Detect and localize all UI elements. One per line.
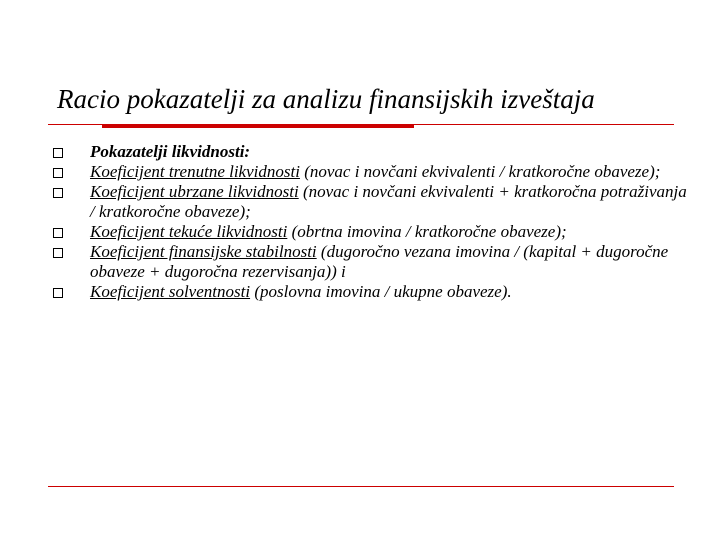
footer-rule xyxy=(48,486,674,487)
list-item xyxy=(50,222,690,242)
ratio-name: Koeficijent trenutne likvidnosti xyxy=(90,162,300,181)
ratio-name: Koeficijent tekuće likvidnosti xyxy=(90,222,288,241)
list-item xyxy=(50,282,690,302)
list-heading: Pokazatelji likvidnosti: xyxy=(90,142,251,161)
title-underline-thick xyxy=(102,124,414,128)
hollow-square-bullet-icon xyxy=(53,228,63,238)
hollow-square-bullet-icon xyxy=(53,248,63,258)
ratio-name: Koeficijent finansijske stabilnosti xyxy=(90,242,317,261)
ratio-formula: (novac i novčani ekvivalenti / kratkoročne obaveze); xyxy=(299,162,661,181)
list-item xyxy=(50,162,690,182)
list-item xyxy=(50,182,690,222)
list-item xyxy=(50,242,690,282)
ratio-formula: (novac i novčani ekvivalenti + kratkoročna potraživanja / kratkoročne obaveze); xyxy=(90,182,687,221)
hollow-square-bullet-icon xyxy=(53,148,63,158)
ratio-formula: (dugoročno vezana imovina / (kapital + dugoročne obaveze + dugoročna rezervisanja)) i xyxy=(90,242,669,281)
ratio-name: Koeficijent solventnosti xyxy=(90,282,251,301)
ratio-formula: (poslovna imovina / ukupne obaveze). xyxy=(250,282,512,301)
list-item xyxy=(50,142,690,162)
ratio-name: Koeficijent ubrzane likvidnosti xyxy=(90,182,299,201)
hollow-square-bullet-icon xyxy=(53,188,63,198)
bullet-list xyxy=(50,142,690,302)
slide-title: Racio pokazatelji za analizu finansijskih izveštaja xyxy=(57,84,595,114)
ratio-formula: (obrtna imovina / kratkoročne obaveze); xyxy=(287,222,567,241)
hollow-square-bullet-icon xyxy=(53,168,63,178)
hollow-square-bullet-icon xyxy=(53,288,63,298)
